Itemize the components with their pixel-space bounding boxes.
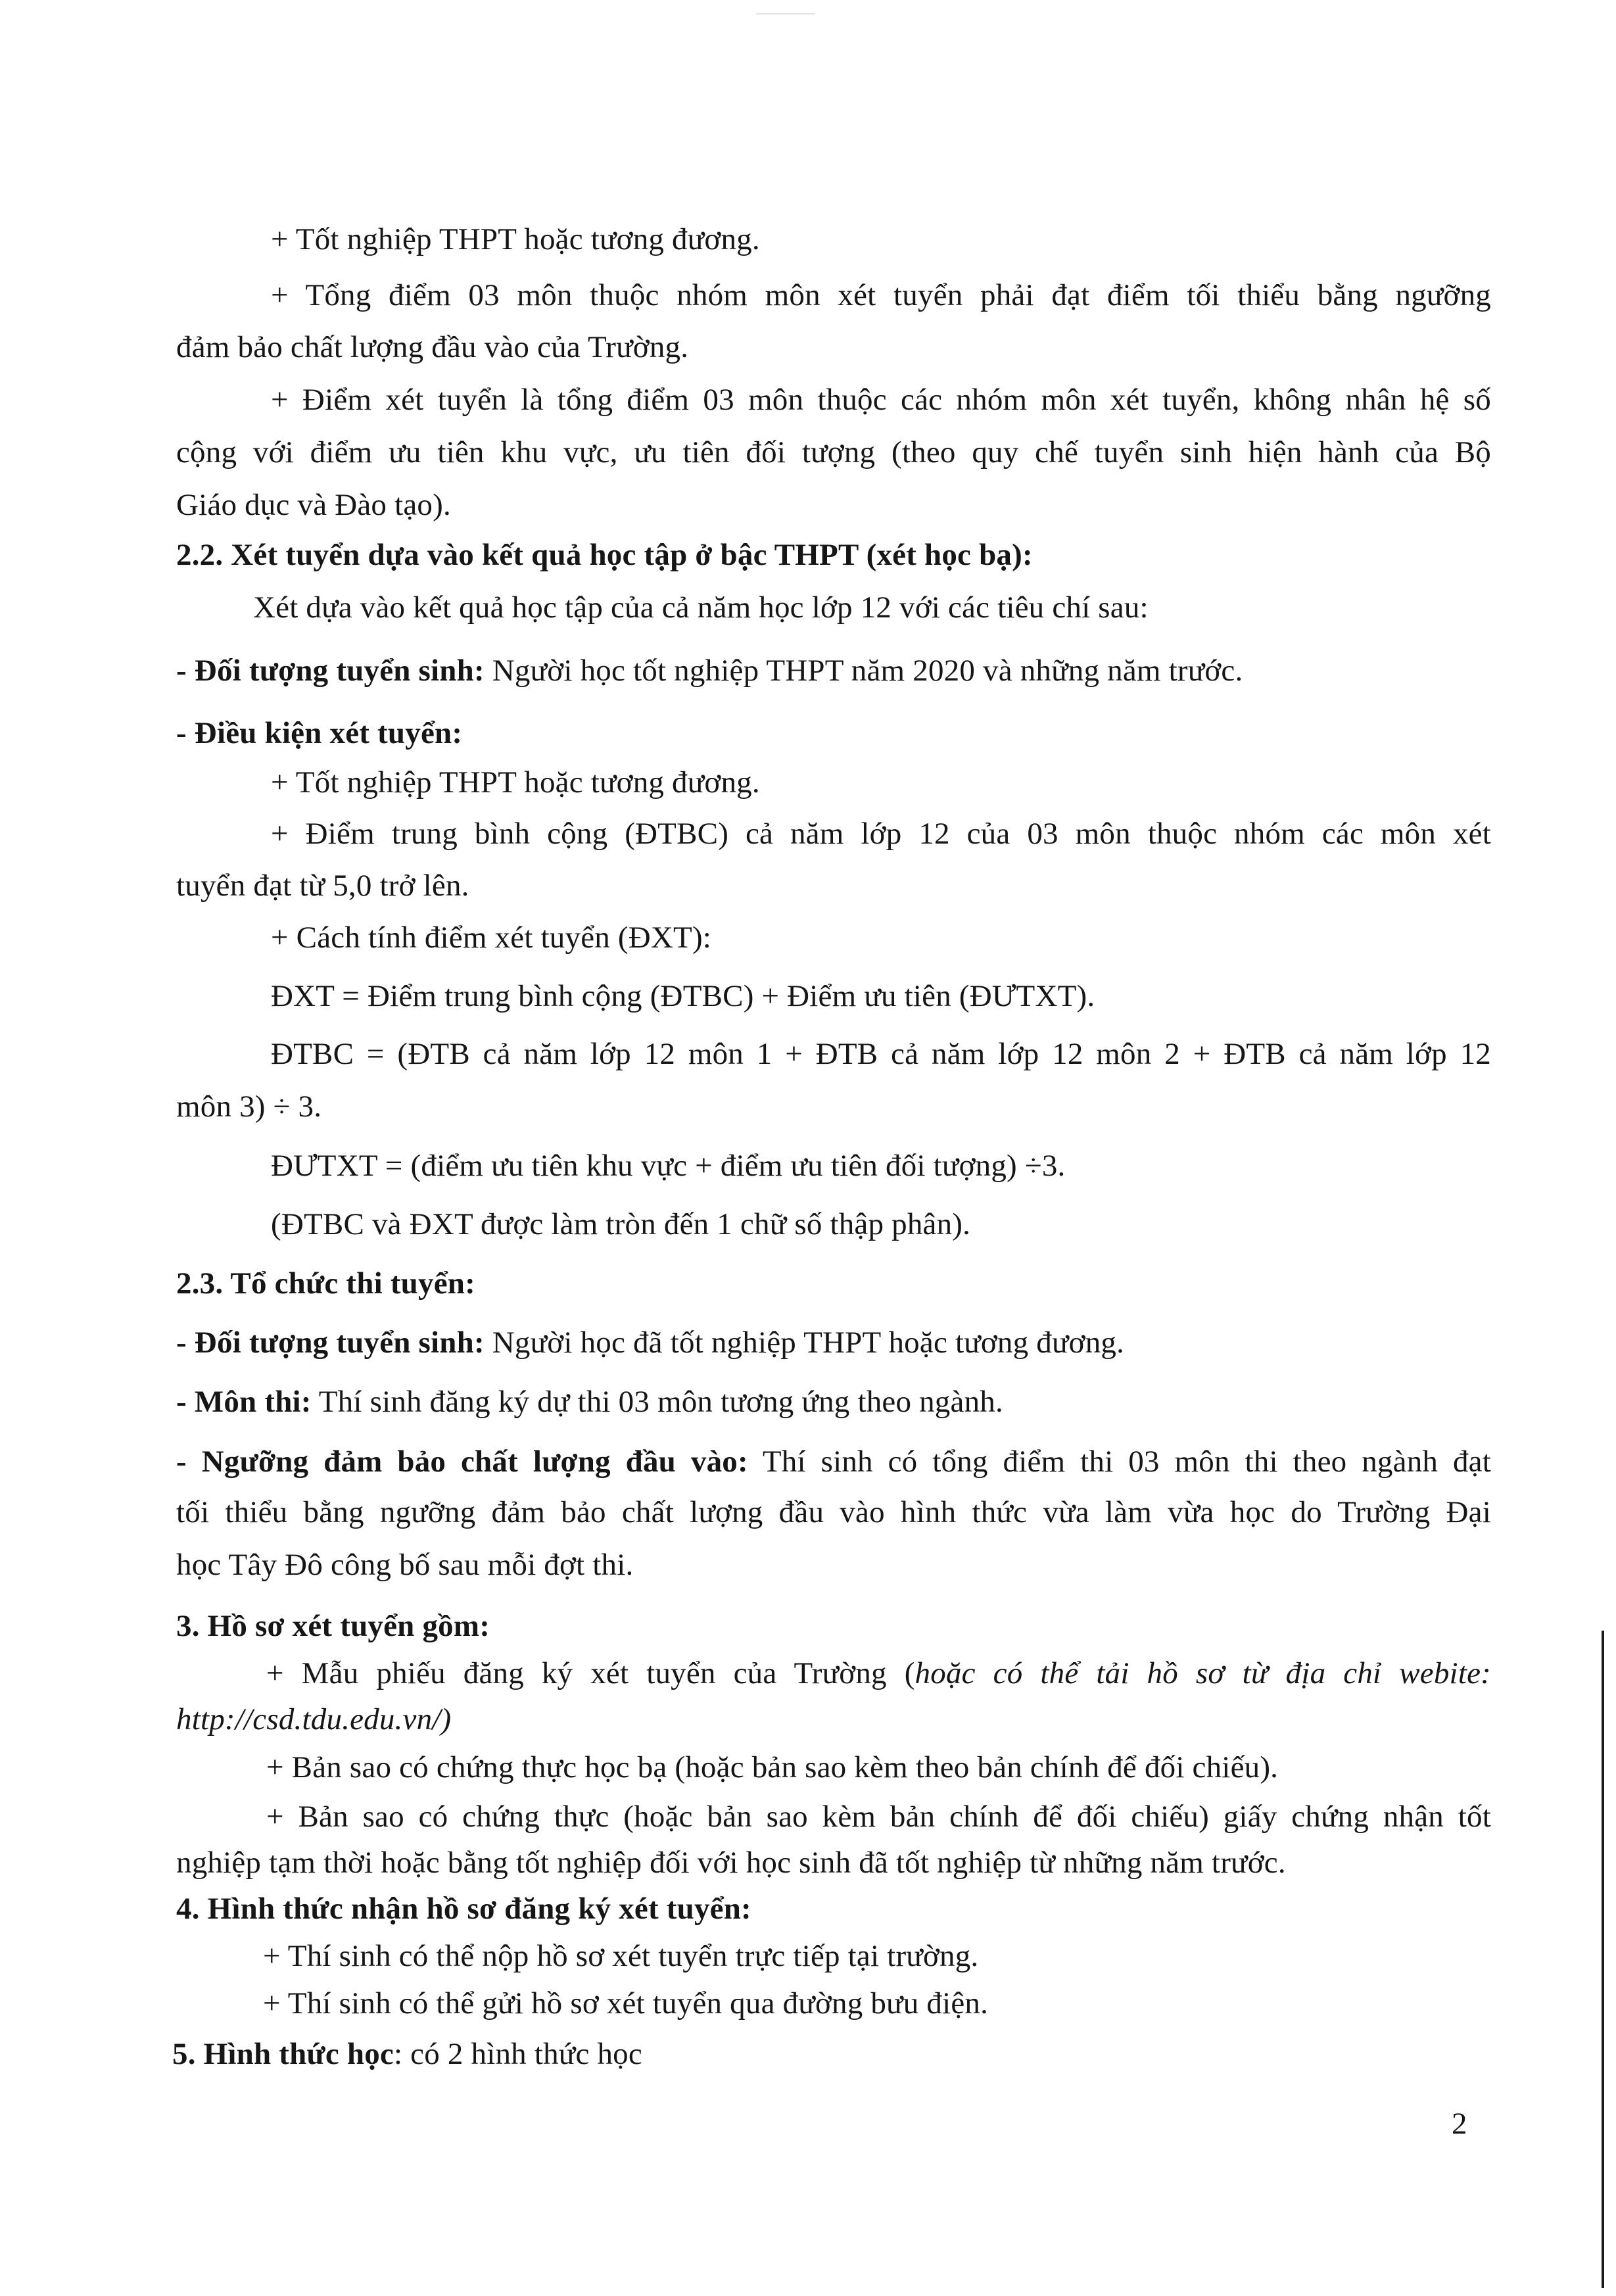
page-number: 2 (1452, 2107, 1467, 2141)
bold-label: - Đối tượng tuyển sinh: (176, 1326, 485, 1360)
scan-edge-line (1602, 1631, 1604, 2288)
text-line: + Tổng điểm 03 môn thuộc nhóm môn xét tuyển phải đạt điểm tối thiểu bằng ngưỡng (271, 278, 1491, 312)
text-line: + Bản sao có chứng thực (hoặc bản sao kèm bản chính để đối chiếu) giấy chứng nhận tốt (266, 1800, 1491, 1834)
formula-line: ĐTBC = (ĐTB cả năm lớp 12 môn 1 + ĐTB cả năm lớp 12 môn 2 + ĐTB cả năm lớp 12 (271, 1037, 1491, 1071)
website-url: http://csd.tdu.edu.vn/) (176, 1702, 452, 1736)
inline-text: Thí sinh đăng ký dự thi 03 môn tương ứng theo ngành. (311, 1385, 1003, 1419)
scan-mark (756, 13, 815, 14)
text-line: nghiệp tạm thời hoặc bằng tốt nghiệp đối với học sinh đã tốt nghiệp từ những năm trước. (176, 1846, 1286, 1880)
text-line: học Tây Đô công bố sau mỗi đợt thi. (176, 1548, 634, 1582)
formula-line: ĐƯTXT = (điểm ưu tiên khu vực + điểm ưu tiên đối tượng) ÷3. (271, 1149, 1066, 1183)
bold-label: - Đối tượng tuyển sinh: (176, 654, 485, 688)
text-line (176, 1323, 1124, 1362)
inline-text: : có 2 hình thức học (393, 2037, 642, 2071)
text-line (176, 1442, 1491, 1481)
text-line (176, 651, 1243, 690)
bold-label: 5. Hình thức học (172, 2037, 394, 2071)
text-line: + Cách tính điểm xét tuyển (ĐXT): (271, 921, 712, 955)
text-line: + Điểm trung bình cộng (ĐTBC) cả năm lớp 12 của 03 môn thuộc nhóm các môn xét (271, 817, 1491, 851)
bold-label: - Ngưỡng đảm bảo chất lượng đầu vào: (176, 1445, 748, 1479)
inline-text: Người học đã tốt nghiệp THPT hoặc tương đương. (484, 1326, 1125, 1360)
formula-line: môn 3) ÷ 3. (176, 1089, 322, 1124)
section-heading-4: 4. Hình thức nhận hồ sơ đăng ký xét tuyển: (176, 1892, 751, 1926)
italic-text: hoặc có thể tải hồ sơ từ địa chỉ webite: (915, 1656, 1491, 1690)
formula-line: ĐXT = Điểm trung bình cộng (ĐTBC) + Điểm ưu tiên (ĐƯTXT). (271, 979, 1095, 1013)
text-line: tối thiểu bằng ngưỡng đảm bảo chất lượng đầu vào hình thức vừa làm vừa học do Trường Đại (176, 1495, 1491, 1529)
inline-text: + Mẫu phiếu đăng ký xét tuyển của Trường ( (266, 1656, 915, 1690)
text-line: tuyển đạt từ 5,0 trở lên. (176, 869, 469, 903)
text-line (266, 1654, 1491, 1693)
text-line: đảm bảo chất lượng đầu vào của Trường. (176, 330, 689, 364)
inline-text: Thí sinh có tổng điểm thi 03 môn thi theo ngành đạt (748, 1445, 1491, 1479)
text-line (176, 1382, 1003, 1422)
text-line: + Tốt nghiệp THPT hoặc tương đương. (271, 222, 760, 256)
text-line: + Bản sao có chứng thực học bạ (hoặc bản sao kèm theo bản chính để đối chiếu). (266, 1750, 1279, 1784)
text-line: + Điểm xét tuyển là tổng điểm 03 môn thuộc các nhóm môn xét tuyển, không nhân hệ số (271, 383, 1491, 417)
section-heading-3: 3. Hồ sơ xét tuyển gồm: (176, 1609, 490, 1643)
bold-label: - Môn thi: (176, 1385, 312, 1419)
section-heading-2-2: 2.2. Xét tuyển dựa vào kết quả học tập ở bậc THPT (xét học bạ): (176, 538, 1033, 572)
section-heading-5 (172, 2034, 642, 2074)
subheading: - Điều kiện xét tuyển: (176, 716, 463, 750)
section-heading-2-3: 2.3. Tổ chức thi tuyển: (176, 1266, 475, 1301)
text-line: Xét dựa vào kết quả học tập của cả năm học lớp 12 với các tiêu chí sau: (253, 590, 1149, 625)
text-line: + Thí sinh có thể nộp hồ sơ xét tuyển trực tiếp tại trường. (263, 1939, 979, 1973)
text-line: (ĐTBC và ĐXT được làm tròn đến 1 chữ số thập phân). (271, 1207, 971, 1241)
text-line: + Thí sinh có thể gửi hồ sơ xét tuyển qua đường bưu điện. (263, 1986, 989, 2021)
text-line: cộng với điểm ưu tiên khu vực, ưu tiên đối tượng (theo quy chế tuyển sinh hiện hành của Bộ (176, 435, 1491, 469)
inline-text: Người học tốt nghiệp THPT năm 2020 và những năm trước. (484, 654, 1243, 688)
text-line: Giáo dục và Đào tạo). (176, 488, 451, 522)
text-line: + Tốt nghiệp THPT hoặc tương đương. (271, 765, 760, 800)
